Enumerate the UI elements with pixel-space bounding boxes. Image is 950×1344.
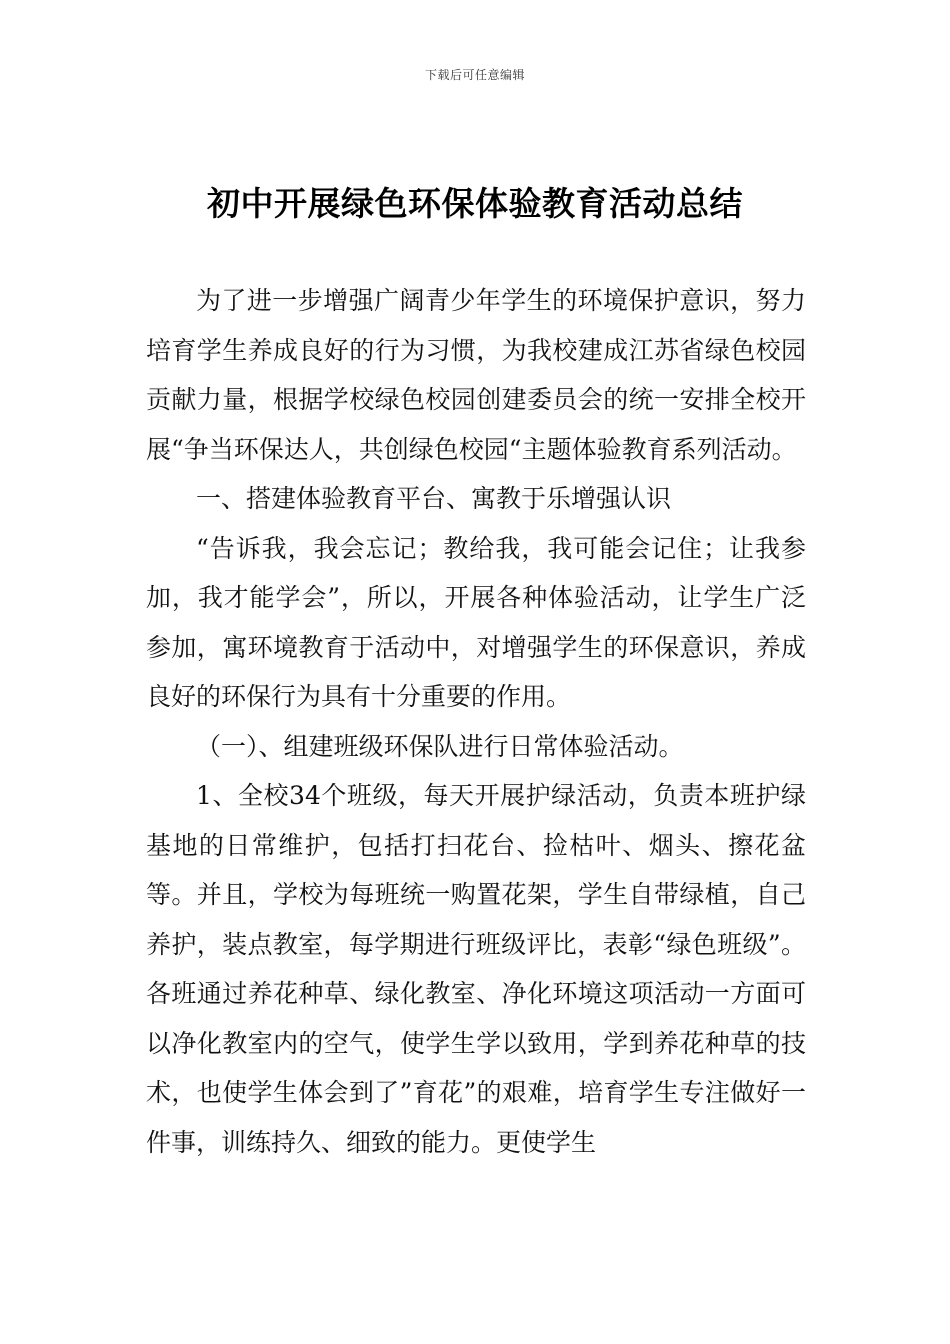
- header-note: 下载后可任意编辑: [424, 68, 525, 82]
- paragraph-quote: “告诉我，我会忘记；教给我，我可能会记住；让我参加，我才能学会”，所以，开展各种体验活动，让学生广泛参加，寓环境教育于活动中，对增强学生的环保意识，养成良好的环保行为具有十分重要的作用。: [146, 533, 806, 711]
- document-body: [146, 276, 806, 1167]
- paragraph-item-1: 1、全校34个班级，每天开展护绿活动，负责本班护绿基地的日常维护，包括打扫花台、捡枯叶、烟头、擦花盆等。并且，学校为每班统一购置花架，学生自带绿植，自己养护，装点教室，每学期进行班级评比，表彰“绿色班级”。各班通过养花种草、绿化教室、净化环境这项活动一方面可以净化教室内的空气，使学生学以致用，学到养花种草的技术，也使学生体会到了”育花”的艰难，培育学生专注做好一件事，训练持久、细致的能力。更使学生: [146, 781, 806, 1157]
- document-title: 初中开展绿色环保体验教育活动总结: [207, 184, 743, 223]
- section-heading-1: 一、搭建体验教育平台、寓教于乐增强认识: [196, 484, 672, 513]
- subsection-heading-1: （一）、组建班级环保队进行日常体验活动。: [196, 731, 684, 761]
- paragraph-intro: 为了进一步增强广阔青少年学生的环境保护意识，努力培育学生养成良好的行为习惯，为我校建成江苏省绿色校园贡献力量，根据学校绿色校园创建委员会的统一安排全校开展“争当环保达人，共创绿色校园“主题体验教育系列活动。: [146, 286, 806, 464]
